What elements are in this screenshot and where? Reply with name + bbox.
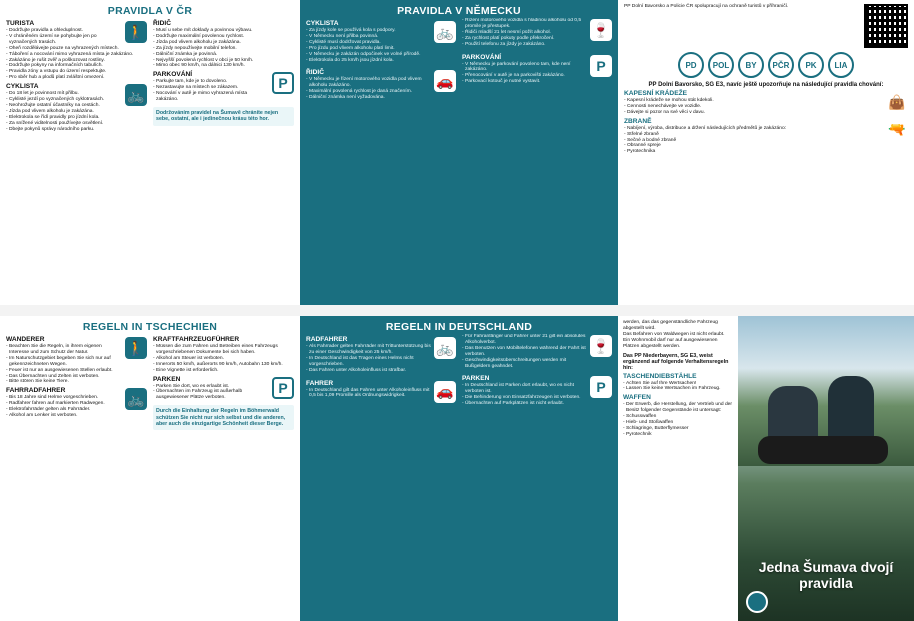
section-turista xyxy=(6,20,147,81)
list-item: - V Německu je řízení motorového vozidla pod vlivem alkoholu zakázáno. xyxy=(306,77,456,89)
list-item: - Geschwindigkeitsüberschreitungen werden mit Bußgeldern geahndet. xyxy=(462,358,612,370)
list-item: - Dodržujte pravidla a ohleduplnost. xyxy=(6,28,147,34)
section-parkovani xyxy=(153,71,294,103)
list-item: - Dálniční známka není vyžadována. xyxy=(306,95,456,101)
column-left xyxy=(6,334,147,619)
list-item: - Dodržujte maximální povolenou rychlost. xyxy=(153,34,294,40)
list-item: - Das Benutzen von Mobiltelefonen während der Fahrt ist verboten. xyxy=(462,346,612,358)
info-heading: PP Dolní Bavorsko, SG E3, navíc ještě upozorňuje na následující pravidla chování: xyxy=(648,82,884,88)
list-item: - Řidiči mladší 21 let nesmí požít alkohol. xyxy=(462,30,612,36)
panel-title: REGELN IN DEUTSCHLAND xyxy=(385,321,533,333)
section-title: CYKLISTA xyxy=(306,20,339,27)
list-item: - Eine Vignette ist erforderlich. xyxy=(153,368,294,374)
section-title: RADFAHRER xyxy=(306,336,348,343)
list-item: - Pyrotechnika xyxy=(624,149,908,155)
list-item: - Parkujte tam, kde je to dovoleno. xyxy=(153,79,294,85)
list-item: - In Deutschland ist Parken dort erlaubt, wo es nicht verboten ist. xyxy=(462,383,612,395)
list-item: - Cennosti nenechávejte ve vozidle. xyxy=(624,104,908,110)
section-title: KRAFTFAHRZEUGFÜHRER xyxy=(153,336,240,343)
column-right xyxy=(153,18,294,303)
list-item: - Beachten Sie die Regeln, in ihrem eigenen Interesse und zum Schutz der Natur. xyxy=(6,344,147,356)
hiker-icon: 🚶 xyxy=(125,21,147,43)
section-title: PARKEN xyxy=(462,375,490,383)
list-item: - Parken Sie dort, wo es erlaubt ist. xyxy=(153,384,294,390)
police-logos xyxy=(624,48,908,78)
section-title: WAFFEN xyxy=(623,394,651,402)
list-item: - Lassen Sie keine Wertsachen im Fahrzeug. xyxy=(623,386,733,392)
section-body xyxy=(6,91,147,132)
list-item: - Přenocování v autě je na parkovišti zakázáno. xyxy=(462,73,612,79)
list-item: - Die Behinderung von Einsatzfahrzeugen ist verboten. xyxy=(462,395,612,401)
list-item: - Řízení motorového vozidla s hladinou alkoholu od 0,5 promile je přestupek. xyxy=(462,18,612,30)
parking-icon: P xyxy=(272,377,294,399)
column-left xyxy=(306,334,456,619)
list-item: - Pyrotechnik xyxy=(623,432,733,438)
section-body xyxy=(6,28,147,81)
list-item: - Achten Sie auf Ihre Wertsachen! xyxy=(623,381,733,387)
list-item: - Das Fahren unter Alkoholeinfluss ist strafbar. xyxy=(306,368,456,374)
fold-gap xyxy=(0,305,914,316)
info-line: Das Befahren von Waldwegen ist nicht erlaubt. xyxy=(623,331,725,337)
list-item: - Nocování v autě je mimo vyhrazená místa zakázáno. xyxy=(153,91,294,103)
list-item: - Použití telefonu za jízdy je zakázáno. xyxy=(462,42,612,48)
section-body xyxy=(624,126,908,156)
list-item: - Nejvyšší povolená rychlost v obci je 50 km/h. xyxy=(153,58,294,64)
panel-title: REGELN IN TSCHECHIEN xyxy=(82,321,218,333)
list-item: - Střelné zbraně xyxy=(624,132,908,138)
list-item: - V Německu je parkování povoleno tam, kde není zakázáno. xyxy=(462,62,612,74)
list-item: - Neohrožujte ostatní účastníky na cestách. xyxy=(6,103,147,109)
list-item: - Hieb- und Stoßwaffen xyxy=(623,420,733,426)
logo: PD xyxy=(678,52,704,78)
list-item: - Alkohol am Steuer ist verboten. xyxy=(153,356,294,362)
section-continued xyxy=(462,334,612,369)
logo: BY xyxy=(738,52,764,78)
section-body xyxy=(153,384,294,402)
parking-icon: P xyxy=(590,376,612,398)
section-title: TURISTA xyxy=(6,20,35,27)
list-item: - Innerorts 50 km/h, außerorts 90 km/h, Autobahn 130 km/h. xyxy=(153,362,294,368)
logo: POL xyxy=(708,52,734,78)
list-item: - Nabíjení, výroba, distribuce a držení následujících předmětů je zakázáno: xyxy=(624,126,908,132)
section-zbrane xyxy=(624,118,908,156)
panel-info-cz xyxy=(618,0,914,305)
bicycle-icon: 🚲 xyxy=(125,388,147,410)
section-title: KAPESNÍ KRÁDEŽE xyxy=(624,90,688,97)
list-item: - Za jízdy kole se používá kola s podpory. xyxy=(306,28,456,34)
car-icon: 🚗 xyxy=(434,70,456,92)
section-body xyxy=(306,28,456,63)
column-left xyxy=(306,18,456,303)
section-body xyxy=(306,344,456,374)
section-title: CYKLISTA xyxy=(6,83,39,91)
list-item: - Cyklisté jezdí po vyznačených cyklotrasách. xyxy=(6,97,147,103)
section-title: FAHRRADFAHRER xyxy=(6,387,66,395)
list-item: - Der Erwerb, die Herstellung, der Vertrieb und der Besitz folgender Gegenstände ist untersagt: xyxy=(623,402,733,414)
police-badge-icon xyxy=(746,591,768,613)
car-icon: 🚗 xyxy=(434,381,456,403)
list-item: - Elektrokola se řídí pravidly pro jízdní kola. xyxy=(6,115,147,121)
logo: LIA xyxy=(828,52,854,78)
info-line: werden, das das gegenständliche Fahrzeug abgestellt wird. xyxy=(623,320,718,331)
section-title: PARKOVÁNÍ xyxy=(462,53,502,61)
section-body xyxy=(306,388,456,400)
list-item: - Das Übernachten und Zelten ist verboten. xyxy=(6,374,147,380)
parking-icon: P xyxy=(590,55,612,77)
list-item: - Pravidla zóny a vstupu do území respektujte. xyxy=(6,69,147,75)
section-body xyxy=(6,344,147,385)
list-item: - Cyklisté musí dodržovat pravidla. xyxy=(306,40,456,46)
section-title: ŘIDIČ xyxy=(306,69,324,77)
panel-regeln-tschechien xyxy=(0,316,300,621)
list-item: - Dodržujte pokyny na informačních tabulích. xyxy=(6,63,147,69)
section-body xyxy=(462,62,612,86)
list-item: - Elektrokola do 25 km/h jsou jízdní kola. xyxy=(306,58,456,64)
note-box: Durch die Einhaltung der Regeln im Böhmerwald schützen Sie nicht nur sich selbst und die anderen, aber auch die einzigartige Schönheit dieser Berge. xyxy=(153,405,294,430)
section-body xyxy=(153,79,294,103)
bicycle-icon: 🚲 xyxy=(434,337,456,359)
section-parkovani xyxy=(462,54,612,86)
list-item: - Schusswaffen xyxy=(623,414,733,420)
list-item: - V Německu není přilba povinná. xyxy=(306,34,456,40)
list-item: - Radfahrer fahren auf markierten Radwegen. xyxy=(6,401,147,407)
alcohol-icon: 🍷 xyxy=(590,19,612,41)
panel-info-de xyxy=(618,316,738,621)
bicycle-icon: 🚲 xyxy=(434,21,456,43)
section-wanderer xyxy=(6,336,147,385)
logo: PČR xyxy=(768,52,794,78)
section-fahrer xyxy=(306,380,456,400)
panel-title: PRAVIDLA V NĚMECKU xyxy=(397,5,521,17)
alcohol-icon: 🍷 xyxy=(590,335,612,357)
panel-title: PRAVIDLA V ČR xyxy=(107,5,193,17)
list-item: - V chráněném území se pohybujte jen po vyznačených trasách. xyxy=(6,34,147,46)
list-item: - Dálniční známka je povinná. xyxy=(153,52,294,58)
list-item: - Nezastavujte na místech se zákazem. xyxy=(153,85,294,91)
section-kraftfahrzeugfuehrer xyxy=(153,336,294,374)
bottom-row xyxy=(0,316,914,621)
panel-pravidla-cr xyxy=(0,0,300,305)
list-item: - Als Fahrrader gelten Fahrräder mit Trittunterstützung bis zu einer Geschwindigkeit von 25 km/h. xyxy=(306,344,456,356)
section-title: ŘIDIČ xyxy=(153,20,171,27)
section-taschendiebstaehle xyxy=(623,373,733,393)
list-item: - Za rychlost platí pokuty podle překročení. xyxy=(462,36,612,42)
list-item: - V Německu je zakázán odpočinek ve volné přírodě. xyxy=(306,52,456,58)
list-item: - Feuer ist nur an ausgewiesenen Stellen erlaubt. xyxy=(6,368,147,374)
list-item: - Jízda pod vlivem alkoholu je zakázána. xyxy=(6,109,147,115)
note-box: Dodržováním pravidel na Šumavě chráníte nejen sebe, ostatní, ale i jedinečnou krásu této hor. xyxy=(153,107,294,126)
column-right xyxy=(153,334,294,619)
list-item: - Pro jízdu pod vlivem alkoholu platí limit. xyxy=(306,46,456,52)
list-item: - Do 18 let je povinnost mít přilbu. xyxy=(6,91,147,97)
info-body xyxy=(623,320,733,350)
section-title: PARKOVÁNÍ xyxy=(153,71,193,79)
list-item: - Oheň rozdělávejte pouze na vyhrazených místech. xyxy=(6,46,147,52)
list-item: - Za jízdy nepoužívejte mobilní telefon. xyxy=(153,46,294,52)
section-parken xyxy=(153,376,294,402)
section-parken xyxy=(462,375,612,407)
qr-code xyxy=(864,4,908,48)
motorcycle xyxy=(758,436,888,464)
section-body xyxy=(623,402,733,437)
pickpocket-icon: 👜 xyxy=(888,93,906,110)
panel-regeln-deutschland xyxy=(300,316,618,621)
section-radfahrer xyxy=(306,336,456,374)
panel-pravidla-nemecko xyxy=(300,0,618,305)
section-title: FAHRER xyxy=(306,379,334,387)
section-body xyxy=(153,344,294,374)
section-ridic xyxy=(306,69,456,101)
list-item: - Schlagringe, Butterflymesser xyxy=(623,426,733,432)
section-kradeze xyxy=(624,90,908,116)
top-row xyxy=(0,0,914,305)
cover-caption: Jedna Šumava dvojí pravidla xyxy=(758,559,894,591)
list-item: - Für Fahranfänger und Fahrer unter 21 gilt ein absolutes Alkoholverbot. xyxy=(462,334,612,346)
list-item: - Dbejte pokynů správy národního parku. xyxy=(6,127,147,133)
info-line: Ein Wohnmobil darf nur auf ausgewiesenen Plätzen abgestellt werden. xyxy=(623,337,718,349)
list-item: - Musí u sebe mít doklady a povinnou výbavu. xyxy=(153,28,294,34)
section-title: TASCHENDIEBSTÄHLE xyxy=(623,372,697,380)
list-item: - Übernachten auf Parkplätzen ist nicht erlaubt. xyxy=(462,401,612,407)
list-item: - Obranné spreje xyxy=(624,143,908,149)
section-title: PARKEN xyxy=(153,375,181,383)
intro-text: PP Dolní Bavorsko a Policie ČR spolupracují na ochraně turistů v příhraničí. xyxy=(624,4,789,9)
list-item: - Übernachten im Fahrzeug ist außerhalb ausgewiesener Plätze verboten. xyxy=(153,389,294,401)
section-body xyxy=(462,334,612,369)
logo: PK xyxy=(798,52,824,78)
section-body xyxy=(153,28,294,69)
list-item: - Zakázáno je rušit zvěř a poškozovat rostliny. xyxy=(6,58,147,64)
section-body xyxy=(624,98,908,116)
list-item: - Maximální povolená rychlost je daná značením. xyxy=(306,89,456,95)
section-waffen xyxy=(623,394,733,437)
list-item: - In Deutschland gilt das Fahren unter Alkoholeinfluss mit 0,5 bis 1,09 Promille als Ordnungswidrigkeit. xyxy=(306,388,456,400)
cover-photo xyxy=(738,316,914,621)
section-body xyxy=(306,77,456,101)
list-item: - Mimo obec 90 km/h, na dálnici 130 km/h. xyxy=(153,63,294,69)
column-right xyxy=(462,18,612,303)
list-item: - Táboření a nocování mimo vyhrazená místa je zakázáno. xyxy=(6,52,147,58)
section-cyklista xyxy=(6,83,147,132)
section-ridic xyxy=(153,20,294,69)
list-item: - Alkohol am Lenker ist verboten. xyxy=(6,413,147,419)
list-item: - Bitte stören Sie keine Tiere. xyxy=(6,379,147,385)
section-title: WANDERER xyxy=(6,336,45,343)
list-item: - In Deutschland ist das Tragen eines Helms nicht vorgeschrieben. xyxy=(306,356,456,368)
list-item: - Müssen die zum Fahren und Betreiben eines Fahrzeugs vorgeschriebenen Dokumente bei sich haben. xyxy=(153,344,294,356)
parking-icon: P xyxy=(272,72,294,94)
section-cyklista xyxy=(306,20,456,63)
column-right xyxy=(462,334,612,619)
section-continued xyxy=(462,18,612,48)
list-item: - Pro sběr hub a plodů platí zvláštní omezení. xyxy=(6,75,147,81)
police-motorcyclists-photo xyxy=(738,316,914,466)
section-body xyxy=(6,395,147,419)
gun-icon: 🔫 xyxy=(888,121,906,138)
list-item: - Sečné a bodné zbraně xyxy=(624,138,908,144)
list-item: - Kapesní krádeže se mohou stát kdekoli. xyxy=(624,98,908,104)
section-body xyxy=(462,18,612,48)
list-item: - Za snížené viditelnosti používejte osvětlení. xyxy=(6,121,147,127)
section-fahrradfahrer xyxy=(6,387,147,419)
list-item: - Im Naturschutzgebiet begeben Sie sich nur auf gekennzeichneten Wegen. xyxy=(6,356,147,368)
column-left xyxy=(6,18,147,303)
list-item: - Bis 18 Jahre sind Helme vorgeschrieben. xyxy=(6,395,147,401)
list-item: - Parkovací kotouč je nutné vystavit. xyxy=(462,79,612,85)
section-body xyxy=(462,383,612,407)
bicycle-icon: 🚲 xyxy=(125,84,147,106)
section-body xyxy=(623,381,733,393)
section-title: ZBRANĚ xyxy=(624,117,652,125)
info-heading: Das PP Niederbayern, SG E3, weist ergänzend auf folgende Verhaltensregeln hin: xyxy=(623,352,729,371)
list-item: - Jízda pod vlivem alkoholu je zakázána. xyxy=(153,40,294,46)
list-item: - Elektrofahrräder gelten als Fahrräder. xyxy=(6,407,147,413)
hiker-icon: 🚶 xyxy=(125,337,147,359)
list-item: - Dávejte si pozor na své věci v davu. xyxy=(624,110,908,116)
